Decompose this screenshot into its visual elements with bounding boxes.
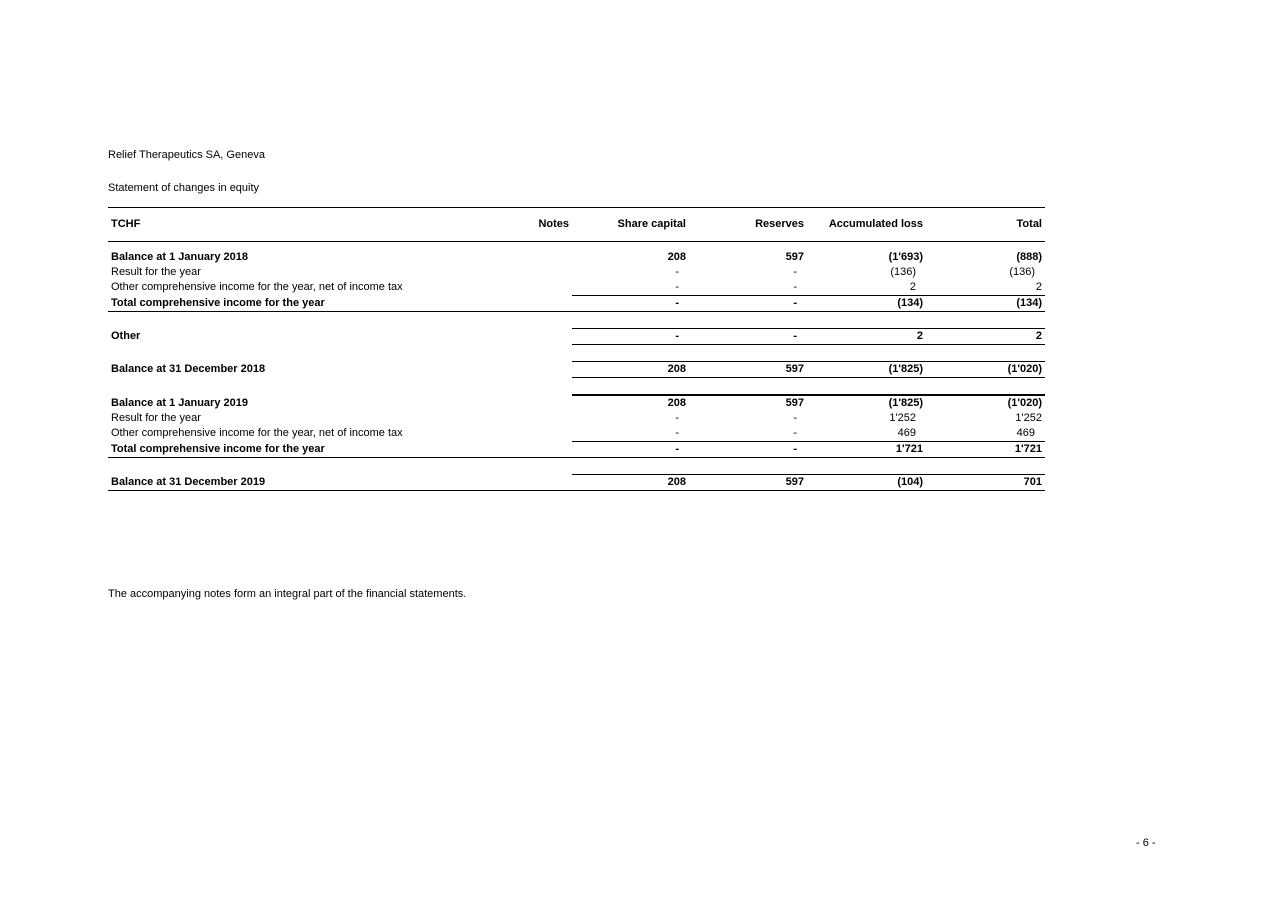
accumulated-loss-cell: (1'693): [888, 251, 923, 263]
col-header-share-capital: Share capital: [572, 208, 689, 242]
share-capital-cell: -: [572, 442, 689, 458]
total-cell: 469: [926, 426, 1045, 442]
total-cell: (136): [1009, 266, 1035, 278]
total-cell: 2: [926, 280, 1045, 296]
accumulated-loss-cell: (1'825): [807, 362, 926, 378]
total-cell: (888): [1016, 251, 1042, 263]
table-row: [108, 362, 1045, 378]
total-cell: 1'721: [926, 442, 1045, 458]
accumulated-loss-cell: 469: [807, 426, 926, 442]
share-capital-cell: -: [675, 412, 679, 424]
table-row: [108, 395, 1045, 411]
reserves-cell: -: [689, 280, 807, 296]
share-capital-cell: -: [572, 296, 689, 312]
row-label: Balance at 1 January 2019: [111, 396, 248, 409]
table-row: [108, 296, 1045, 312]
accumulated-loss-cell: 2: [807, 280, 926, 296]
accumulated-loss-cell: 2: [807, 329, 926, 345]
table-row: [108, 475, 1045, 491]
row-label: Result for the year: [111, 412, 201, 424]
col-header-tchf: TCHF: [108, 208, 483, 242]
accumulated-loss-cell: 1'252: [889, 412, 916, 424]
row-label: Other comprehensive income for the year, net of income tax: [111, 427, 403, 440]
page-number: - 6 -: [1136, 837, 1156, 849]
share-capital-cell: -: [572, 280, 689, 296]
total-cell: (1'020): [926, 395, 1045, 411]
share-capital-cell: -: [675, 266, 679, 278]
share-capital-cell: -: [572, 329, 689, 345]
table-row: [108, 442, 1045, 458]
total-cell: (1'020): [926, 362, 1045, 378]
table-row: [108, 280, 1045, 296]
col-header-accumulated-loss: Accumulated loss: [807, 208, 926, 242]
total-cell: 1'252: [1015, 412, 1042, 424]
reserves-cell: 597: [689, 362, 807, 378]
footnote: The accompanying notes form an integral part of the financial statements.: [108, 588, 467, 600]
share-capital-cell: 208: [572, 362, 689, 378]
col-header-notes: Notes: [483, 208, 572, 242]
total-cell: 701: [926, 475, 1045, 491]
row-label: Balance at 1 January 2018: [111, 251, 248, 263]
accumulated-loss-cell: (134): [807, 296, 926, 312]
row-label: Other: [111, 330, 141, 342]
total-cell: (134): [926, 296, 1045, 312]
row-label: Other comprehensive income for the year, net of income tax: [111, 281, 403, 294]
equity-table-container: [108, 207, 1045, 491]
reserves-cell: 597: [689, 395, 807, 411]
equity-table: [108, 207, 1045, 491]
table-header-row: [108, 208, 1045, 242]
table-row: [108, 426, 1045, 442]
row-label: Balance at 31 December 2019: [108, 475, 483, 491]
table-row: [108, 411, 1045, 426]
reserves-cell: -: [793, 412, 797, 424]
reserves-cell: -: [793, 266, 797, 278]
accumulated-loss-cell: 1'721: [807, 442, 926, 458]
table-row: [108, 250, 1045, 265]
reserves-cell: 597: [785, 251, 804, 263]
reserves-cell: -: [689, 329, 807, 345]
row-label: Result for the year: [111, 266, 201, 278]
company-name: Relief Therapeutics SA, Geneva: [108, 149, 265, 161]
reserves-cell: -: [689, 426, 807, 442]
share-capital-cell: -: [572, 426, 689, 442]
accumulated-loss-cell: (1'825): [807, 395, 926, 411]
row-label: Total comprehensive income for the year: [108, 442, 483, 458]
accumulated-loss-cell: (104): [807, 475, 926, 491]
row-label: Balance at 31 December 2018: [111, 363, 266, 375]
share-capital-cell: 208: [572, 395, 689, 411]
statement-title: Statement of changes in equity: [108, 182, 260, 194]
col-header-total: Total: [926, 208, 1045, 242]
table-row: [108, 329, 1045, 345]
row-label: Total comprehensive income for the year: [108, 296, 483, 312]
accumulated-loss-cell: (136): [890, 266, 916, 278]
reserves-cell: -: [689, 296, 807, 312]
reserves-cell: -: [689, 442, 807, 458]
share-capital-cell: 208: [572, 475, 689, 491]
table-row: [108, 265, 1045, 280]
total-cell: 2: [926, 329, 1045, 345]
reserves-cell: 597: [689, 475, 807, 491]
col-header-reserves: Reserves: [689, 208, 807, 242]
share-capital-cell: 208: [667, 251, 686, 263]
